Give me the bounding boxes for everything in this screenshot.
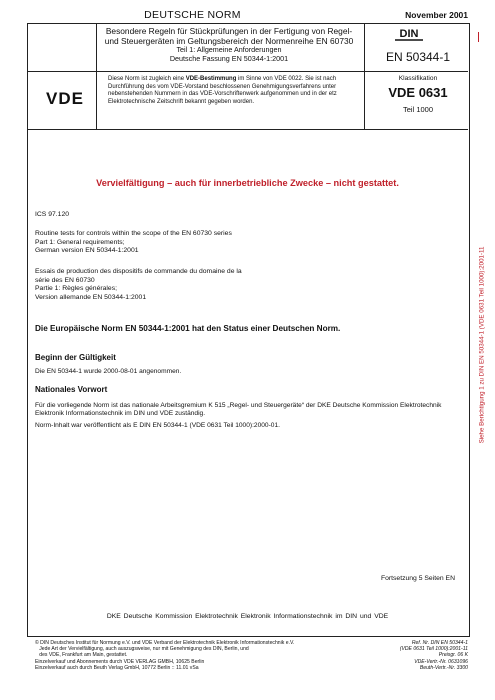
note-bold: VDE-Bestimmung (185, 76, 237, 82)
note-text: im Sinne von VDE 0022. Sie ist nach Durchführung des vom VDE-Vorstand beschlossenen Genehmigungsverfahrens unter nebenstehenden Nummern in das VDE-Vorschriftenwerk aufgenommen und in der etz Elektrotechnische Zeitschrift bekannt gegeben worden. (108, 76, 337, 105)
french-line: Version allemande EN 50344-1:2001 (35, 293, 147, 301)
validity-text: Die EN 50344-1 wurde 2000-08-01 angenommen. (35, 368, 182, 375)
standard-label: DEUTSCHE NORM (144, 9, 241, 21)
english-line: Routine tests for controls within the scope of the EN 60730 series (35, 230, 232, 237)
foreword-paragraph: Für die vorliegende Norm ist das nationale Arbeitsgremium K 515 „Regel- und Steuergeräte“ der DKE Deutsche Kommission Elektrotechnik Elektronik Informationstechnik im DIN und VDE zuständig. (35, 402, 442, 418)
english-line: Part 1: General requirements; (35, 238, 125, 246)
french-line: série des EN 60730 (35, 276, 95, 284)
footer-line: des VDE, Frankfurt am Main, gestattet. (35, 652, 128, 659)
title-subline: Teil 1: Allgemeine Anforderungen (176, 45, 282, 54)
english-line: German version EN 50344-1:2001 (35, 247, 139, 255)
ics-code: ICS 97.120 (35, 211, 70, 218)
copy-warning: Vervielfältigung – auch für innerbetriebliche Zwecke – nicht gestattet. (96, 178, 399, 188)
note-text: Diese Norm ist zugleich eine (108, 76, 186, 82)
classification-label: Klassifikation (398, 75, 438, 82)
footer-ref-line: Beuth-Vertr.-Nr. 3300 (419, 664, 468, 671)
continuation-note: Fortsetzung 5 Seiten EN (380, 575, 455, 582)
french-line: Partie 1: Règles générales; (35, 285, 117, 293)
footer-line: Einzelverkauf und Abonnements durch VDE VERLAG GMBH, 10625 Berlin (35, 658, 205, 665)
din-logo-text: DIN (399, 28, 419, 40)
publication-date: November 2001 (405, 10, 468, 20)
french-title (35, 268, 242, 302)
footer-copyright (35, 640, 365, 671)
footer-line: © DIN Deutsches Institut für Normung e.V. und VDE Verband der Elektrotechnik Elektronik Informationstechnik e.V. (35, 640, 295, 646)
footer-ref-line: Ref. Nr. DIN EN 50344-1 (411, 640, 468, 646)
dke-line: DKE Deutsche Kommission Elektrotechnik Elektronik Informationstechnik im DIN und VDE (106, 613, 389, 620)
foreword-paragraph: Norm-Inhalt war veröffentlicht als E DIN EN 50344-1 (VDE 0631 Teil 1000):2000-01. (35, 422, 280, 429)
din-number: EN 50344-1 (385, 50, 451, 64)
status-statement: Die Europäische Norm EN 50344-1:2001 hat den Status einer Deutschen Norm. (35, 324, 341, 333)
footer-line: Einzelverkauf auch durch Beuth Verlag GmbH, 10772 Berlin :: 11.01 vSa (35, 664, 199, 671)
footer-line: Jede Art der Vervielfältigung, auch auszugsweise, nur mit Genehmigung des DIN, Berlin, und (35, 646, 249, 653)
validity-heading: Beginn der Gültigkeit (35, 353, 116, 362)
title-subline: Deutsche Fassung EN 50344-1:2001 (169, 53, 289, 63)
title-line: Besondere Regeln für Stückprüfungen in der Fertigung von Regel- (105, 26, 353, 36)
document-title (96, 26, 362, 63)
foreword-heading: Nationales Vorwort (35, 385, 108, 394)
din-logo (392, 26, 426, 42)
vde-logo (38, 88, 92, 108)
classification-number: VDE 0631 (388, 85, 448, 100)
vde-note (108, 76, 362, 106)
title-line: und Steuergeräten im Geltungsbereich der Normenreihe EN 60730 (104, 36, 354, 46)
divider-right (364, 23, 365, 129)
footer-reference (360, 640, 468, 671)
classification-part: Teil 1000 (402, 105, 434, 114)
english-title (35, 230, 232, 256)
footer-ref-line: VDE-Vertr.-Nr. 0631096 (414, 658, 468, 665)
footer-ref-line: Preisgr. 06 K (438, 652, 468, 659)
side-mark (478, 32, 479, 42)
french-line: Essais de production des dispositifs de commande du domaine de la (35, 268, 242, 275)
footer-ref-line: (VDE 0631 Teil 1000):2001-11 (399, 646, 468, 653)
vde-logo-text: VDE (46, 89, 84, 108)
side-correction-note: Siehe Berichtigung 1 zu DIN EN 50344-1 (VDE 0631 Teil 1000):2001-11 (478, 246, 486, 444)
